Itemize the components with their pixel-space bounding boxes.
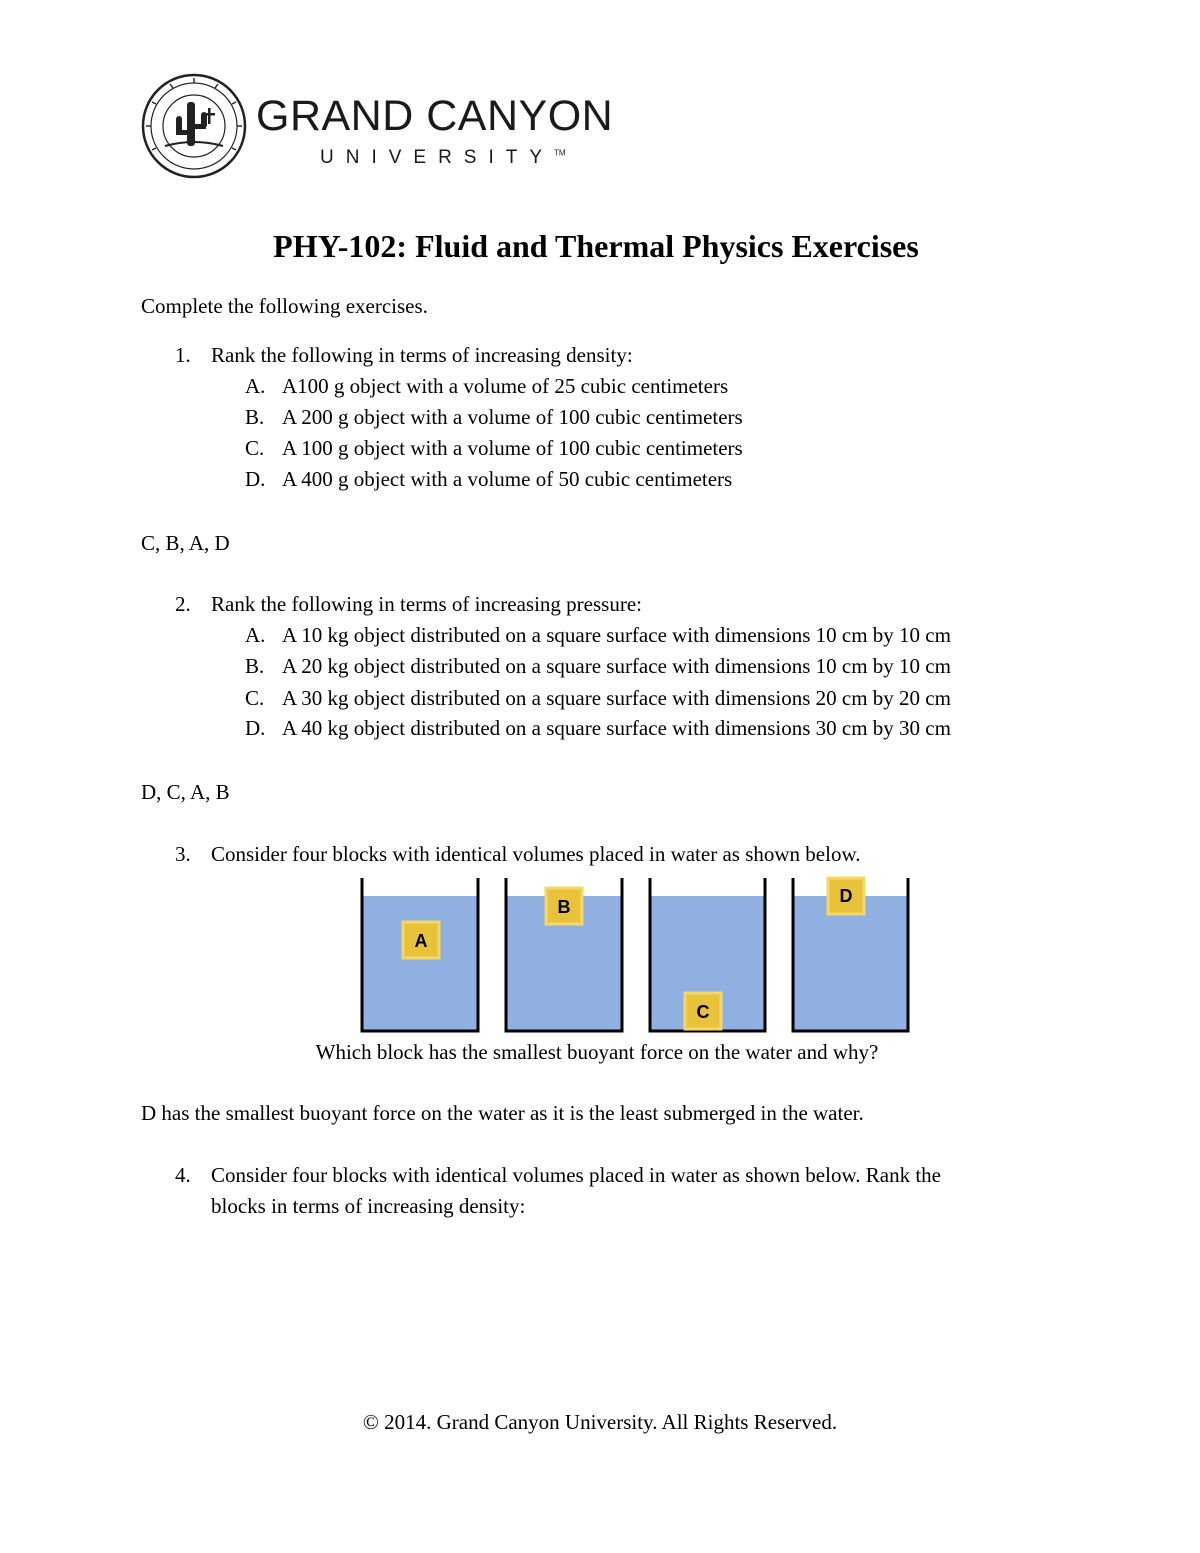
question-number: 4. [175,1163,191,1187]
block-label: B [557,897,571,917]
university-logo [140,72,620,182]
question-text: Rank the following in terms of increasing pressure: [211,592,642,616]
question-text: Consider four blocks with identical volumes placed in water as shown below. Rank the [211,1163,941,1187]
intro-text: Complete the following exercises. [141,294,428,318]
option-text: A 200 g object with a volume of 100 cubic centimeters [282,405,743,429]
question-text: Consider four blocks with identical volumes placed in water as shown below. [211,842,861,866]
water-containers-figure [356,876,916,1036]
option-text: A 30 kg object distributed on a square surface with dimensions 20 cm by 20 cm [282,686,951,710]
question-number: 2. [175,592,191,616]
option-text: A 10 kg object distributed on a square surface with dimensions 10 cm by 10 cm [282,623,951,647]
option-letter: C. [245,436,265,460]
trademark-mark: TM [554,148,566,158]
page-title: PHY-102: Fluid and Thermal Physics Exercises [273,228,919,264]
block-b [546,888,582,924]
option-letter: D. [245,716,266,740]
option-text: A100 g object with a volume of 25 cubic centimeters [282,374,729,398]
option-text: A 40 kg object distributed on a square surface with dimensions 30 cm by 30 cm [282,716,951,740]
option-letter: B. [245,405,265,429]
brand-subtitle [320,147,566,169]
option-text: A 400 g object with a volume of 50 cubic centimeters [282,467,733,491]
block-c [685,993,721,1029]
option-text: A 20 kg object distributed on a square surface with dimensions 10 cm by 10 cm [282,654,951,678]
brand-name: GRAND CANYON [256,92,614,140]
option-letter: A. [245,623,266,647]
question-number: 3. [175,842,191,866]
question-number: 1. [175,343,191,367]
option-text: A 100 g object with a volume of 100 cubic centimeters [282,436,743,460]
brand-subtitle-text: UNIVERSITY [320,147,555,168]
question-text: blocks in terms of increasing density: [211,1194,526,1218]
answer-2: D, C, A, B [141,780,230,804]
block-label: D [839,886,853,906]
block-a [403,922,439,958]
block-d [828,878,864,914]
block-label: A [414,931,428,951]
answer-1: C, B, A, D [141,531,230,555]
university-seal-icon [140,72,248,180]
option-letter: D. [245,467,266,491]
question-text: Rank the following in terms of increasing density: [211,343,633,367]
option-letter: B. [245,654,265,678]
option-letter: C. [245,686,265,710]
answer-3: D has the smallest buoyant force on the water as it is the least submerged in the water. [141,1101,864,1125]
figure-caption: Which block has the smallest buoyant force on the water and why? [315,1040,879,1064]
block-label: C [696,1002,710,1022]
copyright-footer: © 2014. Grand Canyon University. All Rights Reserved. [362,1410,838,1434]
option-letter: A. [245,374,266,398]
